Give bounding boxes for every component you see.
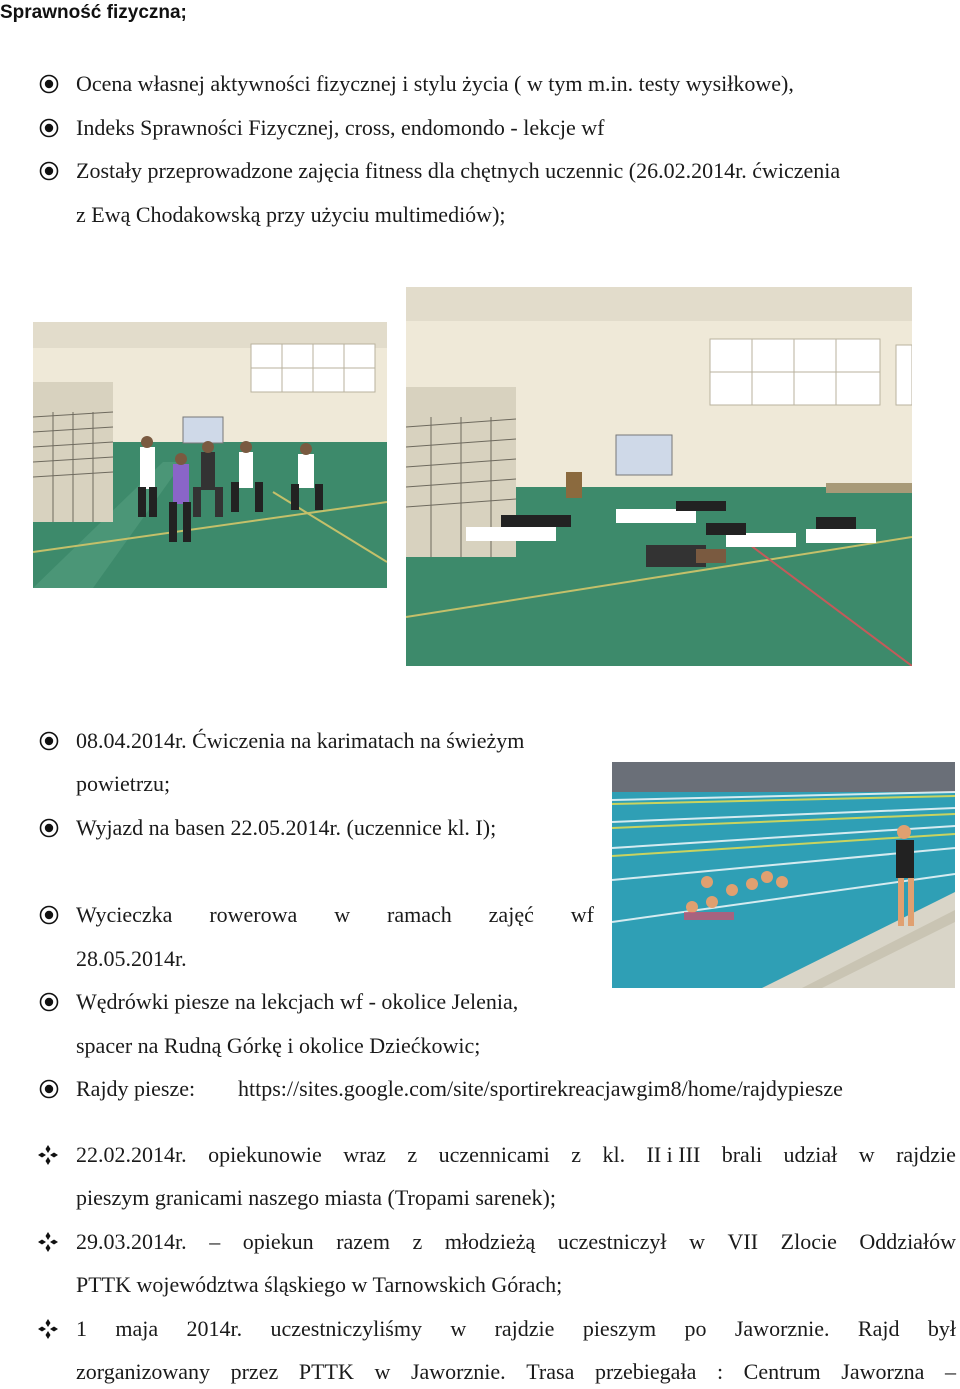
bullet-text-mats-outdoor-cont: powietrzu; [76, 771, 171, 796]
word: uczennicami [438, 1142, 550, 1167]
word: w [450, 1316, 467, 1341]
radio-bullet-icon [38, 73, 60, 95]
word: Jaworznie. [410, 1359, 506, 1384]
word: udział [783, 1142, 838, 1167]
word: Jaworznie. [734, 1316, 830, 1341]
word: 1 [76, 1316, 87, 1341]
word: 22.02.2014r. [76, 1142, 187, 1167]
bullet-text-bike-trip [76, 902, 594, 928]
word: pieszym [582, 1316, 657, 1341]
bullet-text-fitness-classes: Zostały przeprowadzone zajęcia fitness dla chętnych uczennic (26.02.2014r. ćwiczenia [76, 158, 841, 183]
word: w [374, 1359, 391, 1384]
word: Zlocie [780, 1229, 837, 1254]
word: Jaworzna [841, 1359, 925, 1384]
photo-gym-squats [33, 322, 387, 588]
word: w [858, 1142, 875, 1167]
bullet-text-fitness-index: Indeks Sprawności Fizycznej, cross, endomondo - lekcje wf [76, 115, 605, 140]
rally-item-2-line1 [76, 1229, 956, 1255]
radio-bullet-icon [38, 730, 60, 752]
word: brali [721, 1142, 763, 1167]
word: 2014r. [186, 1316, 243, 1341]
word: młodzieżą [444, 1229, 536, 1254]
radio-bullet-icon [38, 117, 60, 139]
word: VII [727, 1229, 759, 1254]
word: uczestniczył [557, 1229, 667, 1254]
word: przebiegała [594, 1359, 697, 1384]
word: – [944, 1359, 956, 1384]
word: Trasa [526, 1359, 575, 1384]
word: rajdzie [494, 1316, 555, 1341]
word: zorganizowany [76, 1359, 210, 1384]
bullet-text-fitness-classes-cont: z Ewą Chodakowską przy użyciu multimediów); [76, 202, 506, 227]
word: rajdzie [896, 1142, 956, 1167]
word: uczestniczyliśmy [270, 1316, 422, 1341]
word: opiekunowie [208, 1142, 322, 1167]
word: Rajd [857, 1316, 900, 1341]
word: II i III [646, 1142, 701, 1167]
rallies-link[interactable]: https://sites.google.com/site/sportirekreacjawgim8/home/rajdypiesze [238, 1076, 843, 1101]
word: maja [115, 1316, 159, 1341]
radio-bullet-icon [38, 160, 60, 182]
bullet-text-mats-outdoor: 08.04.2014r. Ćwiczenia na karimatach na świeżym [76, 728, 525, 753]
bullet-text-self-assessment: Ocena własnej aktywności fizycznej i stylu życia ( w tym m.in. testy wysiłkowe), [76, 71, 794, 96]
photo-gym-floor-exercises [406, 287, 912, 666]
word: rowerowa [209, 902, 298, 927]
rally-item-1-line1 [76, 1142, 956, 1168]
word: po [684, 1316, 707, 1341]
word: Oddziałów [859, 1229, 956, 1254]
word: w [334, 902, 351, 927]
word: 29.03.2014r. [76, 1229, 187, 1254]
radio-bullet-icon [38, 991, 60, 1013]
rally-item-3-line1 [76, 1316, 956, 1342]
word: przez [230, 1359, 279, 1384]
diamond-bullet-icon [37, 1144, 59, 1166]
word: ramach [387, 902, 452, 927]
bullet-text-bike-trip-date: 28.05.2014r. [76, 946, 187, 971]
radio-bullet-icon [38, 817, 60, 839]
word: wf [570, 902, 594, 927]
word: Wycieczka [76, 902, 173, 927]
word: – [209, 1229, 221, 1254]
photo-swimming-pool [612, 762, 955, 988]
section-heading: Sprawność fizyczna; [0, 2, 187, 23]
word: w [689, 1229, 705, 1254]
rally-item-3-line2 [76, 1359, 956, 1385]
word: : [716, 1359, 724, 1384]
word: PTTK [298, 1359, 354, 1384]
word: z [412, 1229, 423, 1254]
bullet-text-hiking-lessons: Wędrówki piesze na lekcjach wf - okolice Jelenia, [76, 989, 519, 1014]
word: z [407, 1142, 418, 1167]
rally-item-2-line2: PTTK województwa śląskiego w Tarnowskich Górach; [76, 1272, 563, 1297]
radio-bullet-icon [38, 904, 60, 926]
bullet-text-rallies-label: Rajdy piesze: [76, 1076, 196, 1101]
rally-item-1-line2: pieszym granicami naszego miasta (Tropami sarenek); [76, 1185, 556, 1210]
word: wraz [343, 1142, 386, 1167]
radio-bullet-icon [38, 1078, 60, 1100]
word: opiekun [242, 1229, 314, 1254]
bullet-text-hiking-lessons-cont: spacer na Rudną Górkę i okolice Dziećkowic; [76, 1033, 481, 1058]
word: kl. [602, 1142, 626, 1167]
word: był [927, 1316, 956, 1341]
diamond-bullet-icon [37, 1231, 59, 1253]
bullet-text-swimming-pool: Wyjazd na basen 22.05.2014r. (uczennice kl. I); [76, 815, 497, 840]
word: Centrum [743, 1359, 821, 1384]
word: zajęć [488, 902, 534, 927]
diamond-bullet-icon [37, 1318, 59, 1340]
word: z [571, 1142, 581, 1167]
word: razem [336, 1229, 390, 1254]
